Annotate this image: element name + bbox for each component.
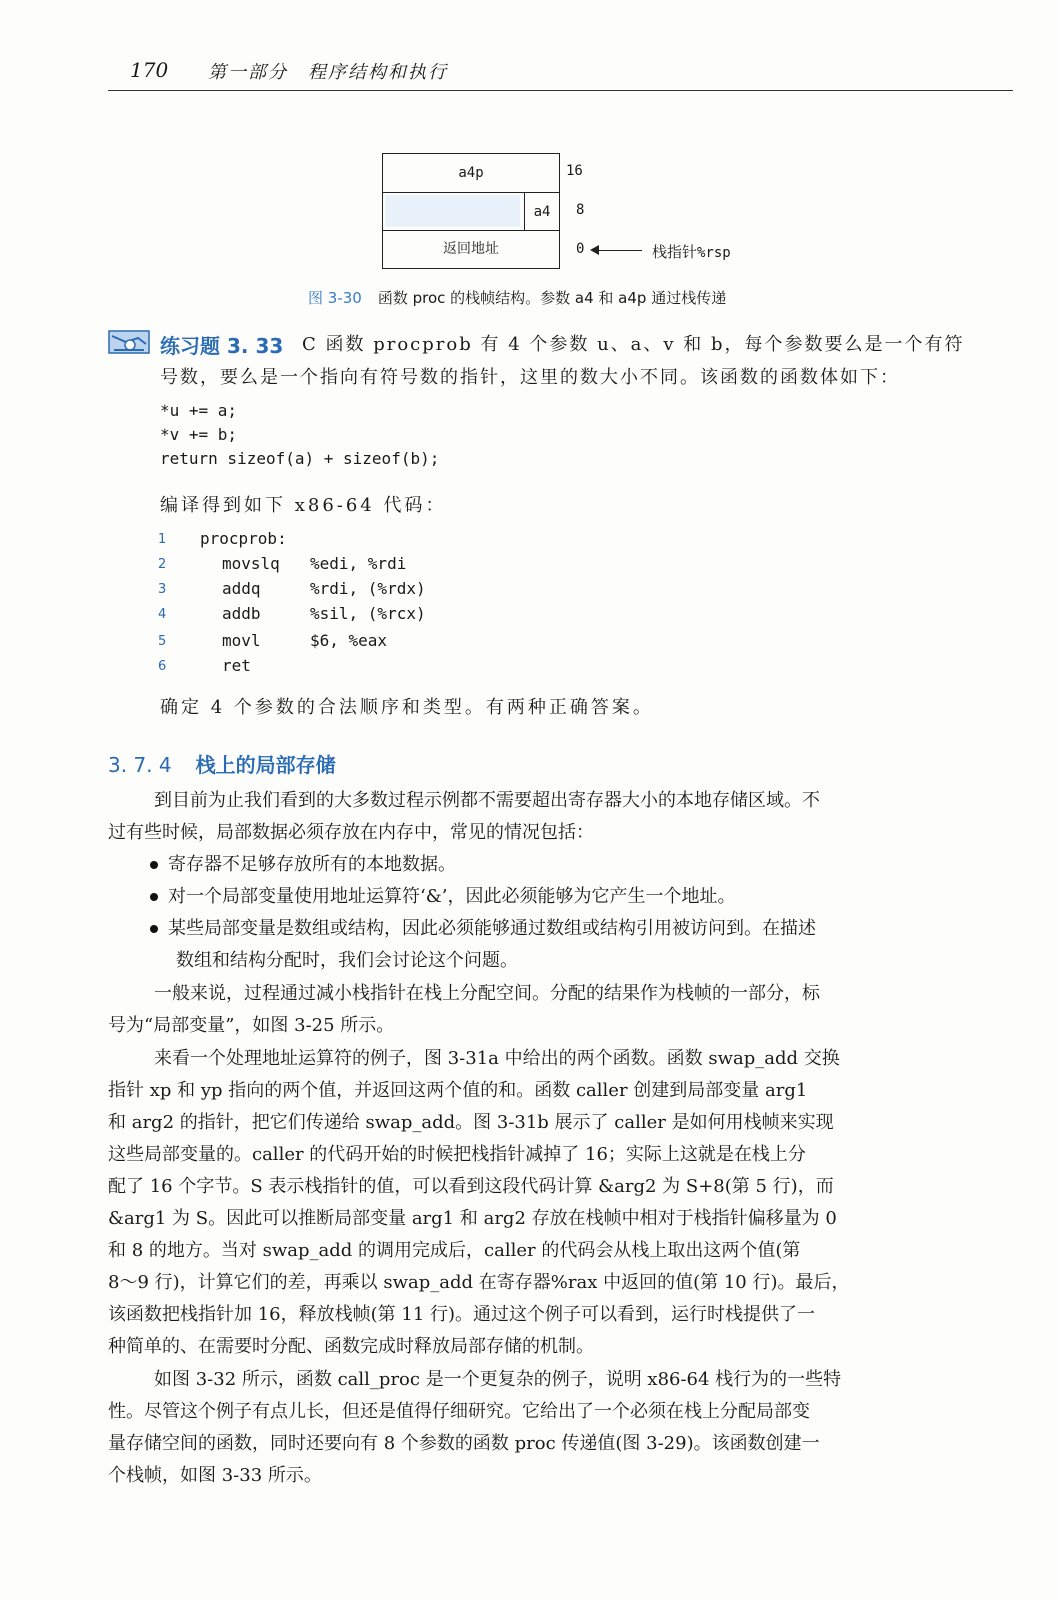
section-number: 3. 7. 4 — [108, 753, 172, 777]
paragraph-line: 8～9 行)，计算它们的差，再乘以 swap_add 在寄存器%rax 中返回的值(第 10 行)。最后， — [108, 1272, 850, 1293]
offset-16: 16 — [566, 163, 583, 179]
figure-caption: 图 3-30 函数 proc 的栈帧结构。参数 a4 和 a4p 通过栈传递 — [308, 289, 727, 307]
bullet-item: 某些局部变量是数组或结构，因此必须能够通过数组或结构引用被访问到。在描述 — [150, 914, 816, 940]
paragraph-line: 这些局部变量的。caller 的代码开始的时候把栈指针减掉了 16；实际上这就是在栈上分 — [108, 1144, 806, 1165]
asm-args: %rdi, (%rdx) — [310, 579, 426, 598]
paragraph-line: 个栈帧，如图 3-33 所示。 — [108, 1465, 322, 1486]
exercise-line-2: 号数，要么是一个指向有符号数的指针，这里的数大小不同。该函数的函数体如下： — [160, 367, 900, 388]
paragraph-line: 如图 3-32 所示，函数 call_proc 是一个更复杂的例子，说明 x86-64 栈行为的一些特 — [154, 1369, 842, 1390]
paragraph-line: &arg1 为 S。因此可以推断局部变量 arg1 和 arg2 存放在栈帧中相对于栈指针偏移量为 0 — [108, 1208, 837, 1229]
asm-line-number: 6 — [158, 659, 167, 674]
c-code-line-2: *v += b; — [160, 425, 238, 444]
asm-intro: 编译得到如下 x86-64 代码： — [160, 495, 447, 516]
paragraph-line: 号为“局部变量”，如图 3-25 所示。 — [108, 1015, 395, 1036]
arrow-shaft — [596, 250, 642, 251]
running-header: 第一部分 程序结构和执行 — [208, 62, 448, 83]
bullet-icon — [150, 893, 158, 901]
exercise-line-1: C 函数 procprob 有 4 个参数 u、a、v 和 b，每个参数要么是一个有符 — [302, 334, 965, 355]
offset-8: 8 — [576, 202, 585, 218]
section-heading — [108, 749, 336, 778]
stack-pointer-label: 栈指针%rsp — [652, 243, 731, 261]
paragraph-line: 来看一个处理地址运算符的例子，图 3-31a 中给出的两个函数。函数 swap_add 交换 — [154, 1048, 840, 1069]
stack-cell-a4-row — [383, 193, 559, 231]
stack-cell-return-address: 返回地址 — [443, 241, 499, 257]
paragraph-line: 指针 xp 和 yp 指向的两个值，并返回这两个值的和。函数 caller 创建到局部变量 arg1 — [108, 1080, 808, 1101]
paragraph-line: 过有些时候，局部数据必须存放在内存中，常见的情况包括： — [108, 822, 594, 843]
offset-0: 0 — [576, 241, 585, 257]
bullet-continuation: 数组和结构分配时，我们会讨论这个问题。 — [176, 950, 518, 971]
paragraph-line: 一般来说，过程通过减小栈指针在栈上分配空间。分配的结果作为栈帧的一部分，标 — [154, 983, 820, 1004]
asm-op: addq — [222, 579, 261, 598]
header-rule — [108, 90, 1013, 91]
section-title: 栈上的局部存储 — [195, 753, 336, 777]
bullet-icon — [150, 925, 158, 933]
asm-line-number: 5 — [158, 634, 167, 649]
paragraph-line: 性。尽管这个例子有点儿长，但还是值得仔细研究。它给出了一个必须在栈上分配局部变 — [108, 1401, 810, 1422]
paragraph-line: 种简单的、在需要时分配、函数完成时释放局部存储的机制。 — [108, 1336, 594, 1357]
paragraph-line: 和 8 的地方。当对 swap_add 的调用完成后，caller 的代码会从栈上取出这两个值(第 — [108, 1240, 801, 1261]
paragraph-line: 和 arg2 的指针，把它们传递给 swap_add。图 3-31b 展示了 caller 是如何用栈帧来实现 — [108, 1112, 834, 1133]
asm-args: %sil, (%rcx) — [310, 604, 426, 623]
asm-args: %edi, %rdi — [310, 554, 407, 573]
paragraph-line: 配了 16 个字节。S 表示栈指针的值，可以看到这段代码计算 &arg2 为 S+8(第 5 行)，而 — [108, 1176, 834, 1197]
bullet-item: 对一个局部变量使用地址运算符‘&’，因此必须能够为它产生一个地址。 — [150, 882, 735, 908]
asm-op: movslq — [222, 554, 280, 573]
paragraph-line: 到目前为止我们看到的大多数过程示例都不需要超出寄存器大小的本地存储区域。不 — [154, 790, 820, 811]
page-number: 170 — [130, 58, 169, 82]
asm-op: addb — [222, 604, 261, 623]
bullet-icon — [150, 861, 158, 869]
figure-number: 图 3-30 — [308, 289, 362, 307]
unused-space — [385, 195, 520, 227]
asm-line-number: 1 — [158, 532, 167, 547]
asm-line-number: 4 — [158, 607, 167, 622]
exercise-icon — [108, 328, 150, 356]
c-code-line-1: *u += a; — [160, 401, 238, 420]
asm-op: movl — [222, 631, 261, 650]
asm-line-number: 2 — [158, 557, 167, 572]
bullet-item: 寄存器不足够存放所有的本地数据。 — [150, 850, 456, 876]
exercise-title: 练习题 3. 33 — [160, 334, 284, 358]
stack-cell-a4: a4 — [524, 193, 559, 231]
asm-args: $6, %eax — [310, 631, 388, 650]
asm-label: procprob: — [200, 529, 287, 548]
c-code-line-3: return sizeof(a) + sizeof(b); — [160, 449, 440, 468]
exercise-question: 确定 4 个参数的合法顺序和类型。有两种正确答案。 — [160, 697, 654, 718]
paragraph-line: 该函数把栈指针加 16，释放栈帧(第 11 行)。通过这个例子可以看到，运行时栈提供了一 — [108, 1304, 816, 1325]
stack-frame-figure — [382, 153, 560, 269]
asm-line-number: 3 — [158, 582, 167, 597]
asm-op: ret — [222, 656, 251, 675]
stack-cell-a4p: a4p — [383, 154, 559, 193]
paragraph-line: 量存储空间的函数，同时还要向有 8 个参数的函数 proc 传递值(图 3-29)。该函数创建一 — [108, 1433, 820, 1454]
